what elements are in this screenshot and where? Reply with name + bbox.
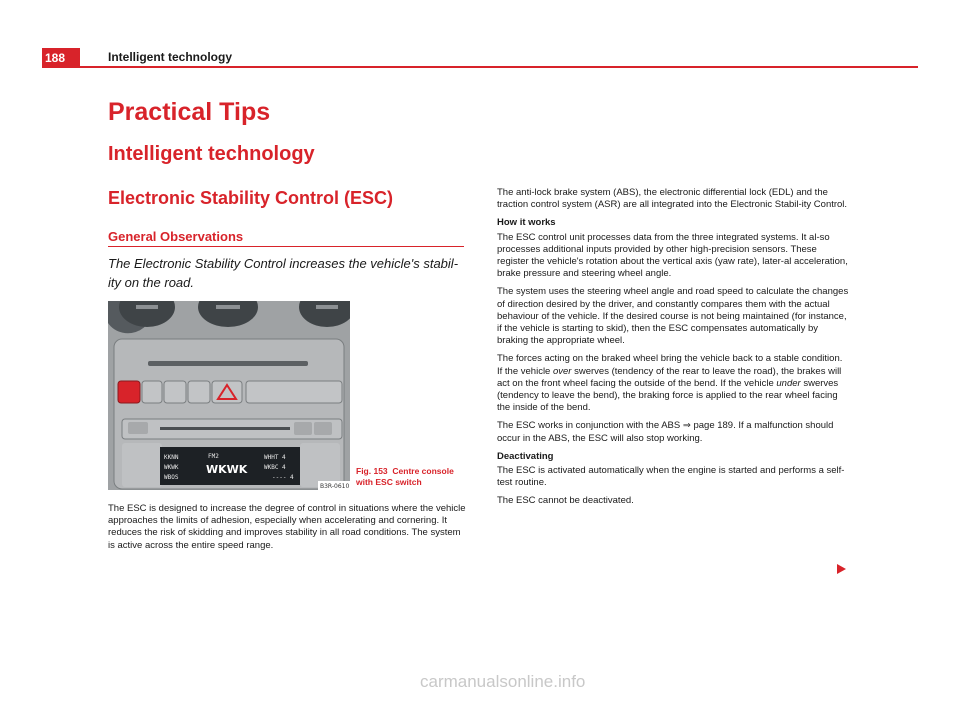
display-left-bot: WBOS [164, 474, 179, 481]
display-right-mid: WKBC 4 [264, 464, 286, 471]
chapter-heading: Practical Tips [108, 98, 271, 126]
how-it-works-heading: How it works [497, 217, 556, 229]
emphasis-under: under [776, 377, 801, 389]
topic-heading: General Observations [108, 229, 244, 244]
running-header-title: Intelligent technology [108, 50, 233, 64]
deactivating-heading: Deactivating [497, 450, 554, 462]
image-code: B3R-0610 [320, 483, 350, 490]
deactivating-paragraph-2: The ESC cannot be deactivated. [497, 495, 634, 507]
figure-caption [356, 466, 466, 488]
display-right-bot: ---- 4 [272, 474, 294, 481]
display-left-mid: WKWK [164, 464, 179, 471]
topic-rule [108, 246, 464, 247]
display-right-top: WHHT 4 [264, 454, 286, 461]
page-number: 188 [42, 48, 80, 68]
console-illustration [108, 301, 350, 490]
abs-link-paragraph: The ESC works in conjunction with the ABS ⇒ page 189. If a malfunction should occur in the ABS, the ESC will also stop working. [497, 420, 834, 444]
emphasis-over: over [552, 365, 572, 377]
text-span: swerves (tendency of the rear to leave the road), the brakes will act on the front wheel facing the outside of the bend. If the vehicle [497, 365, 842, 389]
how-it-works-paragraph-2: The system uses the steering wheel angle and road speed to calculate the changes of direction desired by the driver, and constantly compares them with the actual behaviour of the vehicle. If the desired course is not being maintained (for instance, if the vehicle is starting to skid), then the ESC compensates automatically by braking the appropriate wheel. [497, 286, 849, 347]
caption-text: Centre console with ESC switch [356, 466, 454, 487]
right-column [497, 187, 849, 514]
integration-paragraph: The anti-lock brake system (ABS), the electronic differential lock (EDL) and the traction control system (ASR) are all integrated into the Electronic Stabil-ity Control. [497, 187, 848, 211]
subsection-heading: Electronic Stability Control (ESC) [108, 188, 394, 208]
display-center-large: WKWK [206, 463, 248, 476]
continue-arrow-icon [837, 564, 846, 574]
header-rule [80, 66, 918, 68]
how-it-works-paragraph-1: The ESC control unit processes data from the three integrated systems. It al-so processes additional inputs provided by other high-precision sensors. These register the vehicle's rotation about the vertical axis (yaw rate), later-al acceleration, brake pressure and steering wheel angle. [497, 231, 848, 280]
deactivating-paragraph-1: The ESC is activated automatically when the engine is started and performs a self-test routine. [497, 465, 845, 489]
how-it-works-paragraph-3 [497, 353, 849, 414]
display-center-small: FM2 [208, 453, 219, 460]
caption-number: Fig. 153 [356, 466, 388, 476]
watermark: carmanualsonline.info [420, 672, 586, 691]
section-heading: Intelligent technology [108, 143, 315, 165]
text-span: swerves (tendency to leave the bend), the braking force is applied to the rear wheel facing the inside of the bend. [497, 377, 839, 414]
text-span: The forces acting on the braked wheel bring the vehicle back to a stable condition. If the vehicle [497, 353, 843, 377]
esc-description: The ESC is designed to increase the degree of control in situations where the vehicle approaches the limits of adhesion, especially when accelerating and cornering. It reduces the risk of skidding and improves stability in all road conditions. The system is active across the entire speed range. [108, 503, 466, 551]
centre-console-figure [108, 301, 350, 490]
display-left-top: KKNN [164, 454, 179, 461]
intro-text: The Electronic Stability Control increases the vehicle's stabil-ity on the road. [108, 256, 459, 290]
